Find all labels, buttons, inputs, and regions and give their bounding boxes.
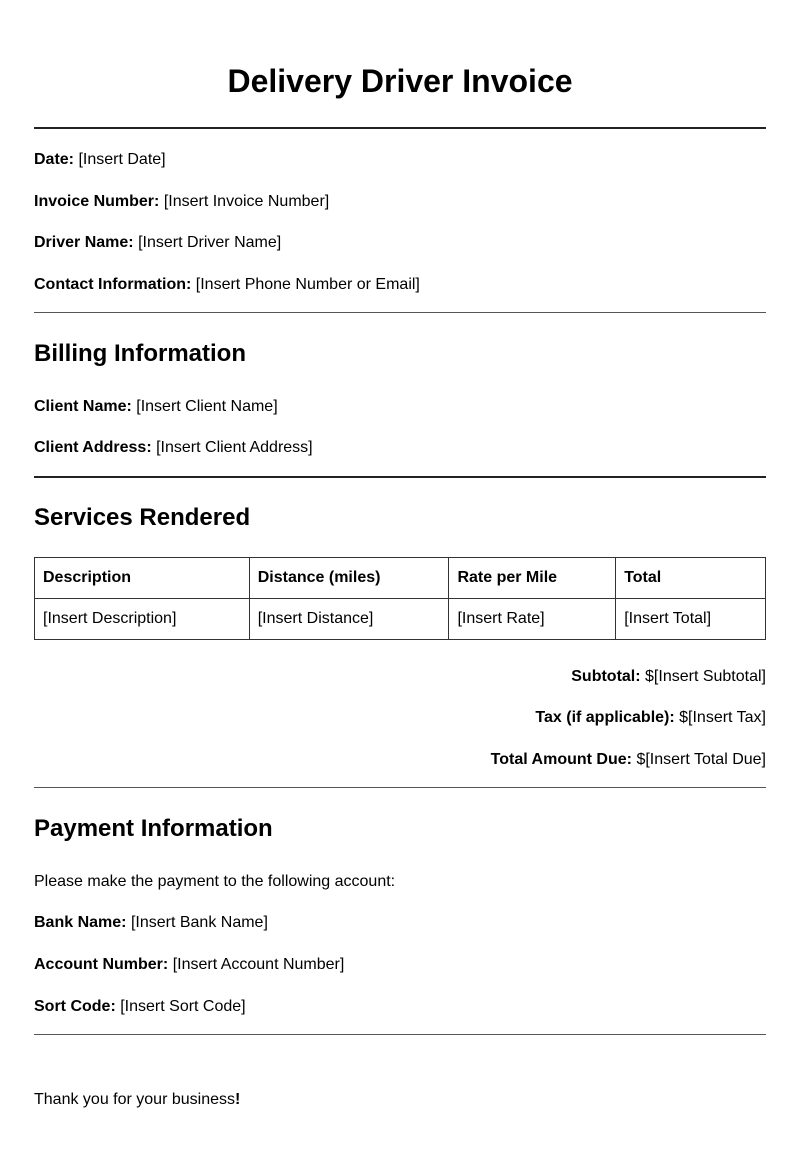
- divider: [34, 127, 766, 129]
- date-line: [34, 150, 166, 170]
- client-name-line: [34, 397, 278, 417]
- table-row: [35, 599, 766, 640]
- total-due-value: $[Insert Total Due]: [636, 751, 766, 768]
- cell-rate: [Insert Rate]: [449, 599, 616, 640]
- driver-name-label: Driver Name:: [34, 234, 134, 251]
- column-header-distance: Distance (miles): [249, 558, 449, 599]
- driver-name-line: [34, 233, 281, 253]
- date-value: [Insert Date]: [78, 151, 166, 168]
- cell-distance: [Insert Distance]: [249, 599, 449, 640]
- contact-value: [Insert Phone Number or Email]: [195, 276, 420, 293]
- services-heading: Services Rendered: [34, 504, 251, 531]
- contact-label: Contact Information:: [34, 276, 192, 293]
- tax-line: [535, 708, 766, 728]
- services-table: [34, 557, 766, 640]
- subtotal-line: [571, 667, 766, 687]
- invoice-number-value: [Insert Invoice Number]: [163, 193, 330, 210]
- column-header-description: Description: [35, 558, 250, 599]
- subtotal-label: Subtotal:: [571, 668, 641, 685]
- column-header-total: Total: [616, 558, 766, 599]
- tax-value: $[Insert Tax]: [679, 709, 766, 726]
- thank-you-text: Thank you for your business: [34, 1091, 235, 1108]
- account-number-line: [34, 955, 344, 975]
- bank-name-label: Bank Name:: [34, 914, 127, 931]
- client-address-line: [34, 438, 313, 458]
- sort-code-label: Sort Code:: [34, 998, 116, 1015]
- subtotal-value: $[Insert Subtotal]: [645, 668, 766, 685]
- date-label: Date:: [34, 151, 75, 168]
- cell-total: [Insert Total]: [616, 599, 766, 640]
- thank-you-message: [34, 1090, 240, 1110]
- sort-code-line: [34, 997, 246, 1017]
- account-number-label: Account Number:: [34, 956, 169, 973]
- cell-description: [Insert Description]: [35, 599, 250, 640]
- sort-code-value: [Insert Sort Code]: [120, 998, 246, 1015]
- account-number-value: [Insert Account Number]: [172, 956, 345, 973]
- bank-name-line: [34, 913, 268, 933]
- invoice-number-label: Invoice Number:: [34, 193, 160, 210]
- total-due-line: [491, 750, 766, 770]
- contact-line: [34, 275, 420, 295]
- invoice-number-line: [34, 192, 329, 212]
- payment-heading: Payment Information: [34, 815, 273, 842]
- bank-name-value: [Insert Bank Name]: [130, 914, 268, 931]
- divider: [34, 1034, 766, 1035]
- divider: [34, 476, 766, 478]
- divider: [34, 787, 766, 788]
- page-title: Delivery Driver Invoice: [227, 63, 573, 99]
- divider: [34, 312, 766, 313]
- client-address-label: Client Address:: [34, 439, 152, 456]
- column-header-rate: Rate per Mile: [449, 558, 616, 599]
- client-name-label: Client Name:: [34, 398, 132, 415]
- table-header-row: [35, 558, 766, 599]
- client-address-value: [Insert Client Address]: [156, 439, 313, 456]
- thank-you-exclamation: !: [235, 1091, 241, 1108]
- total-due-label: Total Amount Due:: [490, 751, 632, 768]
- driver-name-value: [Insert Driver Name]: [138, 234, 282, 251]
- payment-intro: Please make the payment to the following account:: [34, 873, 396, 890]
- tax-label: Tax (if applicable):: [535, 709, 675, 726]
- billing-heading: Billing Information: [34, 340, 246, 367]
- client-name-value: [Insert Client Name]: [136, 398, 278, 415]
